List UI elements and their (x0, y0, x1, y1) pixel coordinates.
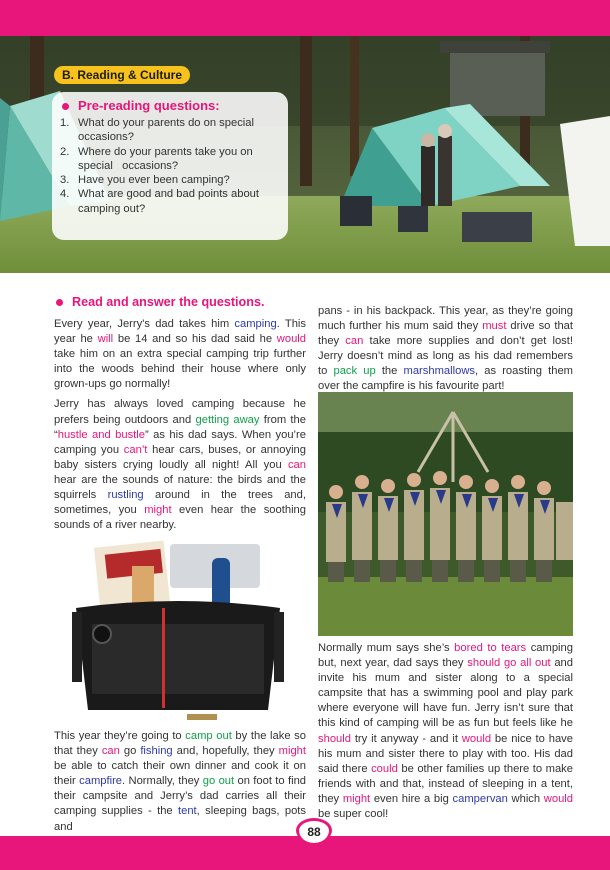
text-run: and invite his mum and sister along to a special campsite that has a swimming pool and play park where everyone will have fun. Jerry isn’t sure that this kind of camping will be as fun but feels like he (318, 657, 573, 730)
text-run: be super cool! (318, 808, 389, 821)
text-run: pans - in his backpack. This year, as they’re going much further his mum said they (318, 305, 573, 333)
highlighted-word: should go all out (467, 657, 551, 670)
text-run: even hear the soothing sounds of a river nearby. (54, 504, 306, 532)
highlighted-word: can (345, 335, 364, 348)
highlighted-word: camp out (185, 730, 232, 742)
paragraph (54, 397, 306, 533)
paragraph (54, 317, 306, 392)
text-run: hear are the sounds of nature: the birds and the squirrels (54, 473, 306, 502)
text-run: , as roasting them over the campfire is his favourite part! (318, 365, 574, 393)
highlighted-word: camping (234, 318, 277, 330)
text-run: be able to catch their own dinner and cook it on their (54, 760, 306, 788)
highlighted-word: campfire (79, 775, 123, 788)
prereading-box (52, 92, 288, 240)
right-column-bottom (318, 641, 573, 827)
highlighted-word: can’t (123, 443, 148, 456)
text-run: even hire a big (370, 792, 453, 805)
section-label: B. Reading & Culture (54, 66, 190, 84)
read-title: Read and answer the questions. (56, 295, 264, 309)
text-run: take more supplies and don’t get lost! Jerry doesn’t mind as long as his dad remembers to (318, 335, 573, 378)
highlighted-word: pack up (333, 365, 376, 378)
text-run: from the “ (54, 413, 306, 441)
highlighted-word: can (287, 458, 306, 471)
text-run: try it anyway - and it (350, 732, 462, 745)
paragraph (318, 641, 573, 822)
text-run: go (119, 745, 141, 758)
text-run: Every year, Jerry's dad takes him (54, 318, 235, 330)
highlighted-word: rustling (107, 489, 144, 502)
text-run: the (375, 365, 404, 378)
text-run: camping but, next year, dad says they (318, 642, 573, 670)
highlighted-word: might (342, 792, 371, 805)
highlighted-word: might (144, 504, 172, 517)
top-banner (0, 0, 610, 36)
question-list (60, 116, 280, 216)
paragraph (54, 729, 306, 835)
text-run: Normally mum says she’s (318, 642, 455, 654)
left-column-top (54, 317, 306, 538)
text-run: take him on an extra special camping trip further into the woods behind their house where only grown-ups go normally! (54, 348, 306, 391)
highlighted-word: will (97, 333, 114, 346)
page-number: 88 (296, 818, 332, 843)
text-run: which (507, 792, 544, 805)
highlighted-word: should (318, 732, 351, 745)
text-run: Jerry has always loved camping because he prefers being outdoors and (54, 398, 306, 426)
bag-photo (62, 538, 294, 724)
text-run: , sleeping bags, pots and (54, 805, 307, 833)
highlighted-word: tent (178, 805, 197, 818)
text-run: around in the trees and, sometimes, you (54, 489, 306, 517)
highlighted-word: can (101, 745, 120, 758)
highlighted-word: bored to tears (454, 642, 527, 654)
highlighted-word: campervan (452, 792, 508, 805)
highlighted-word: would (461, 732, 492, 745)
prereading-title: Pre-reading questions: (62, 98, 280, 113)
left-column-bottom (54, 729, 306, 840)
text-run: hear cars, buses, or annoying baby sisters crying loudly all night! All you (54, 443, 306, 471)
question-item: 1. What do your parents do on special occasions? (60, 117, 254, 144)
paragraph (318, 304, 573, 395)
text-run: and, hopefully, they (172, 745, 279, 758)
text-run: . Normally, they (122, 775, 203, 788)
text-run: drive so that they (318, 320, 573, 348)
text-run: be nice to have his mum and sister there to play with too. His dad said there (318, 732, 573, 775)
text-run: on foot to find their campsite and Jerry’s dad carries all their camping supplies - the (54, 775, 307, 818)
text-run: be 14 and so his dad said he (113, 333, 277, 346)
highlighted-word: fishing (140, 745, 173, 758)
bullet-icon (62, 103, 69, 110)
highlighted-word: must (482, 320, 507, 333)
highlighted-word: would (543, 792, 574, 805)
highlighted-word: marshmallows (403, 365, 476, 378)
text-run: ” as his dad says. When you’re camping you (54, 428, 306, 456)
text-run: be other families up there to make friends with and that, instead of sleeping in a tent, they (318, 762, 573, 805)
text-run: by the lake so that they (54, 730, 306, 758)
highlighted-word: getting away (195, 413, 260, 426)
bullet-icon (56, 299, 63, 306)
highlighted-word: hustle and bustle (57, 428, 145, 441)
text-run: This year they’re going to (54, 730, 186, 742)
question-item: 2. Where do your parents take you on special occasions? (60, 145, 253, 172)
highlighted-word: would (276, 333, 306, 346)
highlighted-word: could (371, 762, 398, 775)
right-column-top (318, 304, 573, 400)
highlighted-word: go out (202, 775, 235, 788)
question-item: 4. What are good and bad points about camping out? (60, 188, 259, 215)
scouts-photo (318, 392, 573, 636)
text-run: . This year he (54, 318, 306, 346)
highlighted-word: might (278, 745, 306, 758)
question-item: 3. Have you ever been camping? (60, 174, 230, 187)
